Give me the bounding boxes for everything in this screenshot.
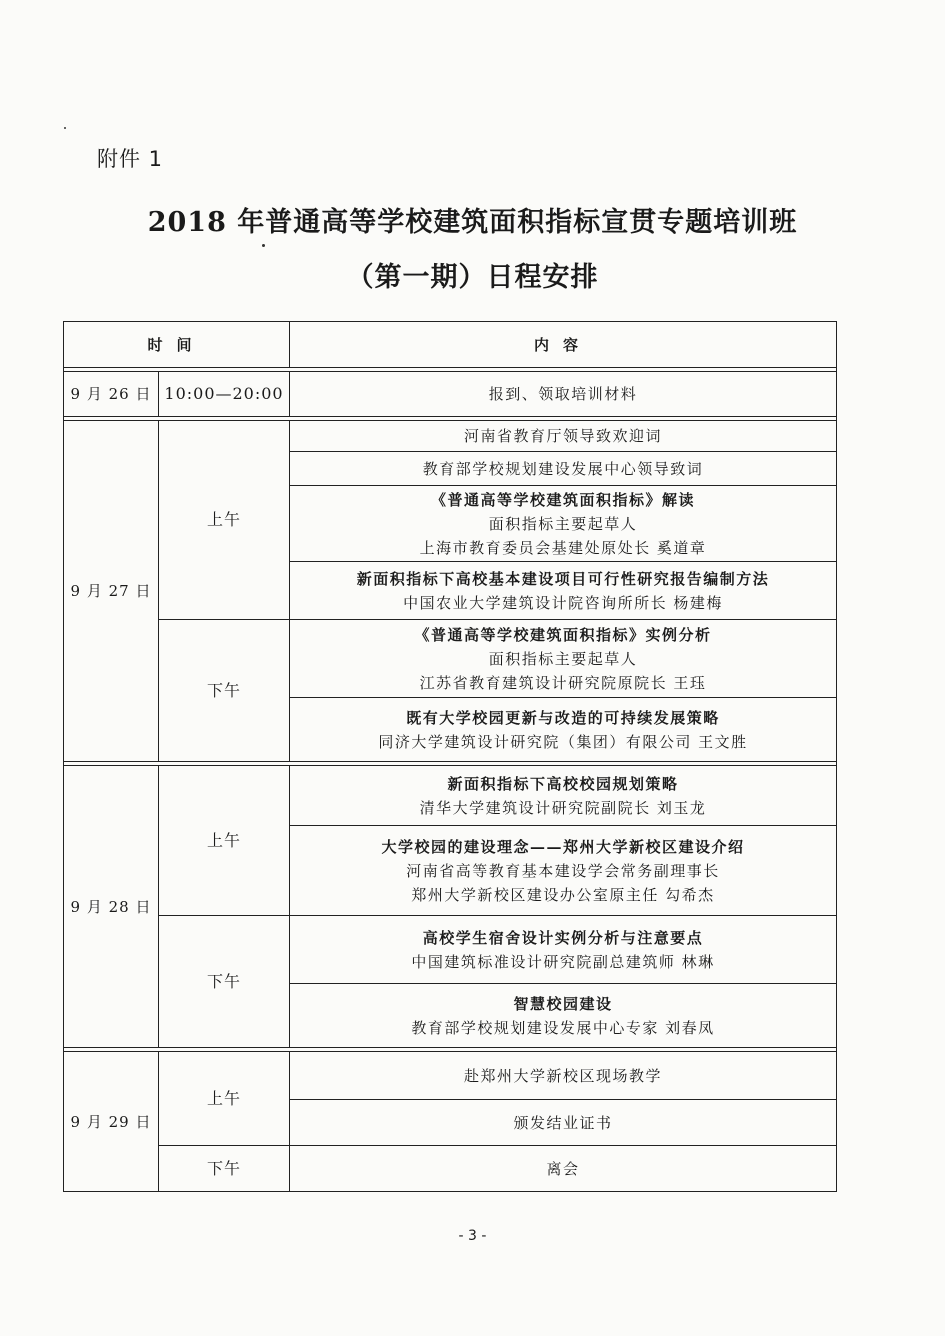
table-header-row: [64, 322, 837, 368]
content-cell: [290, 916, 837, 984]
period-cell: 上午: [159, 1052, 290, 1146]
period-cell: 上午: [159, 421, 290, 620]
scan-speck: [64, 127, 66, 129]
session-title: 智慧校园建设: [513, 994, 613, 1013]
period-cell: 下午: [159, 1146, 290, 1192]
content-cell: [290, 766, 837, 826]
content-cell: [290, 562, 837, 620]
speaker-line: 清华大学建筑设计研究院副院长 刘玉龙: [419, 798, 707, 817]
table-row: [64, 421, 837, 452]
table-row: [64, 1146, 837, 1192]
scan-speck: [262, 244, 265, 247]
session-title: 高校学生宿舍设计实例分析与注意要点: [422, 928, 704, 947]
session-title: 新面积指标下高校校园规划策略: [447, 774, 679, 793]
content-cell: [290, 826, 837, 916]
speaker-line: 教育部学校规划建设发展中心专家 刘春凤: [411, 1018, 715, 1037]
schedule-table: [63, 321, 837, 1192]
speaker-line: 江苏省教育建筑设计研究院原院长 王珏: [419, 673, 707, 692]
time-cell: 10:00—20:00: [159, 372, 290, 417]
speaker-line: 郑州大学新校区建设办公室原主任 勾希杰: [411, 885, 715, 904]
table-row: [64, 620, 837, 698]
header-time: 时间: [64, 322, 290, 368]
period-cell: 下午: [159, 916, 290, 1048]
content-cell: 赴郑州大学新校区现场教学: [290, 1052, 837, 1100]
date-cell: 9 月 28 日: [64, 766, 159, 1048]
speaker-line: 面积指标主要起草人: [488, 649, 638, 668]
session-title: 《普通高等学校建筑面积指标》解读: [431, 490, 696, 509]
table-row: [64, 1052, 837, 1100]
table-row: [64, 372, 837, 417]
session-title: 既有大学校园更新与改造的可持续发展策略: [406, 708, 720, 727]
document-subtitle: （第一期）日程安排: [346, 262, 599, 293]
content-cell: 教育部学校规划建设发展中心领导致词: [290, 452, 837, 486]
session-title: 新面积指标下高校基本建设项目可行性研究报告编制方法: [356, 569, 770, 588]
content-cell: 河南省教育厅领导致欢迎词: [290, 421, 837, 452]
content-cell: [290, 984, 837, 1048]
content-cell: [290, 698, 837, 762]
content-cell: 离会: [290, 1146, 837, 1192]
table-row: [64, 766, 837, 826]
speaker-line: 上海市教育委员会基建处原处长 奚道章: [419, 538, 707, 557]
speaker-line: 同济大学建筑设计研究院（集团）有限公司 王文胜: [378, 732, 748, 751]
page-number: - 3 -: [458, 1228, 487, 1244]
speaker-line: 中国建筑标准设计研究院副总建筑师 林琳: [411, 952, 715, 971]
date-cell: 9 月 26 日: [64, 372, 159, 417]
attachment-label: 附件 1: [97, 147, 164, 171]
session-title: 大学校园的建设理念——郑州大学新校区建设介绍: [381, 837, 745, 856]
table-row: [64, 916, 837, 984]
date-cell: 9 月 27 日: [64, 421, 159, 762]
session-title: 《普通高等学校建筑面积指标》实例分析: [414, 625, 712, 644]
period-cell: 上午: [159, 766, 290, 916]
content-cell: [290, 620, 837, 698]
content-cell: [290, 486, 837, 562]
content-cell: 报到、领取培训材料: [290, 372, 837, 417]
speaker-line: 河南省高等教育基本建设学会常务副理事长: [406, 861, 720, 880]
content-cell: 颁发结业证书: [290, 1100, 837, 1146]
speaker-line: 面积指标主要起草人: [488, 514, 638, 533]
header-content: 内容: [290, 322, 837, 368]
speaker-line: 中国农业大学建筑设计院咨询所所长 杨建梅: [403, 593, 723, 612]
date-cell: 9 月 29 日: [64, 1052, 159, 1192]
period-cell: 下午: [159, 620, 290, 762]
document-title: 2018 年普通高等学校建筑面积指标宣贯专题培训班: [147, 207, 798, 238]
